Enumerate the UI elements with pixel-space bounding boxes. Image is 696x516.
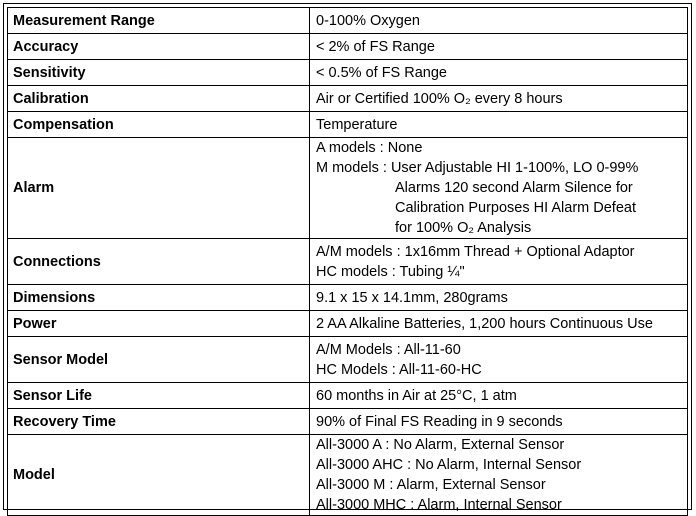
table-row [8,34,688,60]
row-label: Accuracy [8,34,310,60]
row-value [310,337,688,383]
table-row [8,383,688,409]
spec-sheet-frame [3,3,692,513]
table-row [8,86,688,112]
row-label: Sensor Life [8,383,310,409]
row-label: Power [8,311,310,337]
value-line: HC models : Tubing ¼" [316,263,465,280]
row-value [310,34,688,60]
row-value [310,112,688,138]
value-line [316,158,687,178]
value-line: All-3000 A : No Alarm, External Sensor [316,437,565,453]
row-value [310,409,688,435]
row-value [310,311,688,337]
value-line: HC Models : All-11-60-HC [316,361,482,378]
table-row [8,60,688,86]
row-label: Compensation [8,112,310,138]
row-value [310,239,688,285]
table-row [8,112,688,138]
row-value [310,138,688,239]
row-label: Model [8,435,310,516]
value-line: A/M Models : All-11-60 [316,341,461,358]
table-row [8,8,688,34]
table-row [8,311,688,337]
row-value [310,8,688,34]
table-row [8,138,688,239]
value-line: 0-100% Oxygen [316,12,420,29]
table-row [8,239,688,285]
row-value [310,435,688,516]
row-label: Connections [8,239,310,285]
value-line-lead: M models : [316,160,391,176]
value-line-rest: User Adjustable HI 1-100%, LO 0-99% [390,160,639,176]
row-label: Calibration [8,86,310,112]
value-line: All-3000 AHC : No Alarm, Internal Sensor [316,457,582,473]
table-row [8,409,688,435]
value-line: < 2% of FS Range [316,38,435,55]
value-line: 9.1 x 15 x 14.1mm, 280grams [316,289,508,306]
value-line: Temperature [316,116,398,133]
value-line: 90% of Final FS Reading in 9 seconds [316,413,563,430]
value-line: 2 AA Alkaline Batteries, 1,200 hours Continuous Use [316,315,653,332]
row-label: Sensitivity [8,60,310,86]
table-row [8,435,688,516]
value-line: All-3000 M : Alarm, External Sensor [316,477,546,493]
value-line: All-3000 MHC : Alarm, Internal Sensor [316,497,562,513]
row-label: Alarm [8,138,310,239]
value-line: for 100% O₂ Analysis [395,220,532,236]
row-label: Recovery Time [8,409,310,435]
value-line: Calibration Purposes HI Alarm Defeat [395,200,636,216]
row-label: Measurement Range [8,8,310,34]
value-line: A models : None [316,140,423,156]
row-value [310,285,688,311]
row-value [310,383,688,409]
row-value [310,86,688,112]
row-value [310,60,688,86]
row-label: Dimensions [8,285,310,311]
specification-table [7,7,688,516]
table-row [8,285,688,311]
value-line: < 0.5% of FS Range [316,64,447,81]
table-row [8,337,688,383]
row-label: Sensor Model [8,337,310,383]
value-line: A/M models : 1x16mm Thread + Optional Adaptor [316,243,635,260]
value-line: Air or Certified 100% O₂ every 8 hours [316,90,563,107]
value-line: Alarms 120 second Alarm Silence for [395,180,633,196]
value-line: 60 months in Air at 25°C, 1 atm [316,387,517,404]
